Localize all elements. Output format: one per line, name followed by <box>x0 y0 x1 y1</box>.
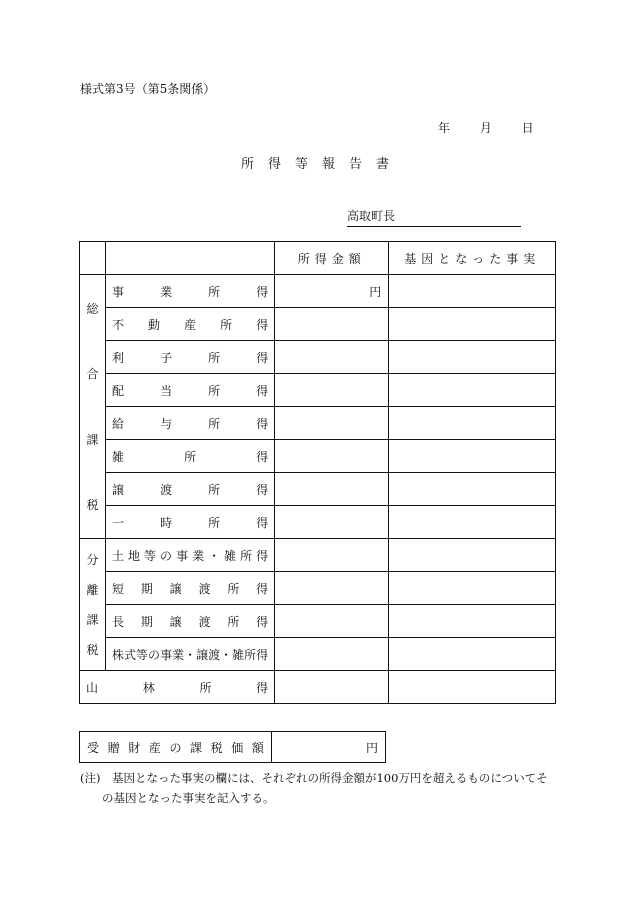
fact-input[interactable] <box>389 605 556 638</box>
label-char: 譲 <box>112 482 125 497</box>
label-char: 渡 <box>208 647 221 662</box>
table-row <box>80 732 386 763</box>
date-day: 日 <box>521 121 534 135</box>
row-label <box>106 473 275 506</box>
fact-input[interactable] <box>389 275 556 308</box>
footnote-line-1: (注) 基因となった事実の欄には、それぞれの所得金額が100万円を超えるものについてそ <box>80 771 548 785</box>
label-char: 所 <box>208 350 221 365</box>
label-char: 得 <box>256 680 269 695</box>
table-row <box>80 374 556 407</box>
fact-input[interactable] <box>389 308 556 341</box>
label-char: 所 <box>244 647 257 662</box>
label-char: 一 <box>112 515 125 530</box>
label-char: 得 <box>256 548 269 563</box>
amount-input[interactable] <box>275 506 389 539</box>
table-row <box>80 407 556 440</box>
row-label <box>106 407 275 440</box>
label-char: 与 <box>160 416 173 431</box>
label-char: 等 <box>136 647 149 662</box>
label-char: ・ <box>184 647 197 662</box>
char: 合 <box>86 367 99 382</box>
label-char: 業 <box>172 647 185 662</box>
fact-input[interactable] <box>389 473 556 506</box>
label-char: 所 <box>208 284 221 299</box>
row-label <box>106 374 275 407</box>
spread-label <box>106 646 274 663</box>
amount-input[interactable] <box>275 407 389 440</box>
table-header-row <box>80 242 556 275</box>
header-blank-1 <box>80 242 106 275</box>
fact-input[interactable] <box>389 407 556 440</box>
label-char: 雑 <box>232 647 245 662</box>
vertical-text <box>80 545 105 665</box>
row-label <box>106 506 275 539</box>
label-char: 山 <box>86 680 99 695</box>
table-row <box>80 638 556 671</box>
label-char: 株 <box>112 647 125 662</box>
label-char: 課 <box>190 740 203 755</box>
label-char: ・ <box>208 548 221 563</box>
amount-input[interactable] <box>275 374 389 407</box>
label-char: 譲 <box>196 647 209 662</box>
label-char: 配 <box>112 383 125 398</box>
table-row <box>80 308 556 341</box>
fact-input[interactable] <box>389 374 556 407</box>
label-char: 価 <box>231 740 244 755</box>
label-char: 地 <box>128 548 141 563</box>
form-number: 様式第3号（第5条関係） <box>80 82 216 96</box>
label-char: 額 <box>251 740 264 755</box>
date-year: 年 <box>438 121 451 135</box>
income-table <box>79 241 556 704</box>
fact-input[interactable] <box>389 638 556 671</box>
label-char: 得 <box>256 614 269 629</box>
footnote-line-2: の基因となった事実を記入する。 <box>102 791 275 805</box>
char: 税 <box>86 643 99 657</box>
label-char: 贈 <box>107 740 120 755</box>
row-label <box>106 440 275 473</box>
char: 離 <box>86 583 99 597</box>
row-label <box>106 341 275 374</box>
spread-label <box>106 382 274 399</box>
date-month: 月 <box>479 121 492 135</box>
spread-label <box>106 514 274 531</box>
table-row <box>80 473 556 506</box>
row-label <box>106 638 275 671</box>
amount-input[interactable]: 円 <box>275 275 389 308</box>
spread-label <box>106 415 274 432</box>
label-char: 得 <box>256 383 269 398</box>
label-char: 所 <box>208 515 221 530</box>
label-char: 事 <box>176 548 189 563</box>
label-char: 得 <box>256 317 269 332</box>
label-char: 雑 <box>112 449 125 464</box>
spread-label <box>80 679 274 696</box>
label-char: 動 <box>148 317 161 332</box>
label-char: 所 <box>199 680 212 695</box>
spread-label <box>106 316 274 333</box>
document-title: 所得等報告書 <box>240 157 403 172</box>
label-char: 所 <box>227 614 240 629</box>
char: 課 <box>86 432 99 447</box>
amount-input[interactable] <box>275 671 389 704</box>
label-char: 得 <box>256 449 269 464</box>
row-label <box>106 605 275 638</box>
label-char: 譲 <box>169 581 182 596</box>
label-char: 受 <box>87 740 100 755</box>
label-char: の <box>169 740 182 755</box>
amount-input[interactable] <box>275 638 389 671</box>
label-char: 渡 <box>160 482 173 497</box>
label-char: 期 <box>140 581 153 596</box>
label-char: 雑 <box>224 548 237 563</box>
label-char: の <box>160 548 173 563</box>
fact-input[interactable] <box>389 440 556 473</box>
table-row <box>80 440 556 473</box>
gift-amount-input[interactable]: 円 <box>272 732 386 763</box>
label-char: 得 <box>256 284 269 299</box>
label-char: 得 <box>256 482 269 497</box>
label-char: 事 <box>160 647 173 662</box>
label-char: 得 <box>256 350 269 365</box>
label-char: 財 <box>128 740 141 755</box>
group-separate-label <box>80 539 106 671</box>
row-label <box>106 572 275 605</box>
label-char: 短 <box>112 581 125 596</box>
fact-input[interactable] <box>389 671 556 704</box>
gift-label <box>80 732 272 763</box>
addressee: 高取町長 <box>347 207 521 227</box>
spread-label <box>106 349 274 366</box>
label-char: 産 <box>184 317 197 332</box>
label-char: 産 <box>148 740 161 755</box>
label-char: 所 <box>208 383 221 398</box>
spread-label <box>106 613 274 630</box>
date-line <box>438 119 534 136</box>
label-char: 渡 <box>198 581 211 596</box>
char: 課 <box>86 613 99 627</box>
label-char: 業 <box>160 284 173 299</box>
label-char: の <box>148 647 161 662</box>
gift-table <box>79 731 386 763</box>
label-char: 長 <box>112 614 125 629</box>
table-row <box>80 572 556 605</box>
fact-input[interactable] <box>389 341 556 374</box>
char: 総 <box>86 301 99 316</box>
label-char: 業 <box>192 548 205 563</box>
header-fact: 基因となった事実 <box>389 242 556 275</box>
label-char: 林 <box>142 680 155 695</box>
label-char: 不 <box>112 317 125 332</box>
fact-input[interactable] <box>389 539 556 572</box>
char: 分 <box>86 553 99 567</box>
header-blank-2 <box>106 242 275 275</box>
label-char: 税 <box>210 740 223 755</box>
label-char: 得 <box>256 416 269 431</box>
amount-input[interactable] <box>275 539 389 572</box>
spread-label <box>106 283 274 300</box>
vertical-text <box>80 276 105 538</box>
table-row <box>80 341 556 374</box>
amount-input[interactable] <box>275 341 389 374</box>
label-char: 式 <box>124 647 137 662</box>
footnote <box>80 768 560 808</box>
label-char: ・ <box>220 647 233 662</box>
label-char: 土 <box>112 548 125 563</box>
table-row <box>80 605 556 638</box>
label-char: 譲 <box>169 614 182 629</box>
label-char: 所 <box>240 548 253 563</box>
amount-input[interactable] <box>275 440 389 473</box>
amount-input[interactable] <box>275 473 389 506</box>
label-char: 給 <box>112 416 125 431</box>
spread-label <box>81 739 270 756</box>
row-label <box>106 275 275 308</box>
label-char: 所 <box>220 317 233 332</box>
row-label <box>80 671 275 704</box>
group-comprehensive-label <box>80 275 106 539</box>
label-char: 得 <box>256 515 269 530</box>
spread-label <box>106 547 274 564</box>
label-char: 等 <box>144 548 157 563</box>
amount-input[interactable] <box>275 308 389 341</box>
header-amount: 所得金額 <box>275 242 389 275</box>
label-char: 渡 <box>198 614 211 629</box>
table-row <box>80 275 556 308</box>
label-char: 子 <box>160 350 173 365</box>
label-char: 所 <box>208 482 221 497</box>
char: 税 <box>86 498 99 513</box>
fact-input[interactable] <box>389 506 556 539</box>
amount-input[interactable] <box>275 605 389 638</box>
label-char: 事 <box>112 284 125 299</box>
label-char: 所 <box>227 581 240 596</box>
label-char: 得 <box>256 647 269 662</box>
label-char: 所 <box>208 416 221 431</box>
spread-label <box>106 448 274 465</box>
row-label <box>106 308 275 341</box>
label-char: 利 <box>112 350 125 365</box>
label-char: 時 <box>160 515 173 530</box>
row-label <box>106 539 275 572</box>
label-char: 期 <box>140 614 153 629</box>
label-char: 得 <box>256 581 269 596</box>
spread-label <box>106 580 274 597</box>
label-char: 所 <box>184 449 197 464</box>
amount-input[interactable] <box>275 572 389 605</box>
label-char: 当 <box>160 383 173 398</box>
spread-label <box>106 481 274 498</box>
table-row-forestry <box>80 671 556 704</box>
fact-input[interactable] <box>389 572 556 605</box>
table-row <box>80 506 556 539</box>
table-row <box>80 539 556 572</box>
